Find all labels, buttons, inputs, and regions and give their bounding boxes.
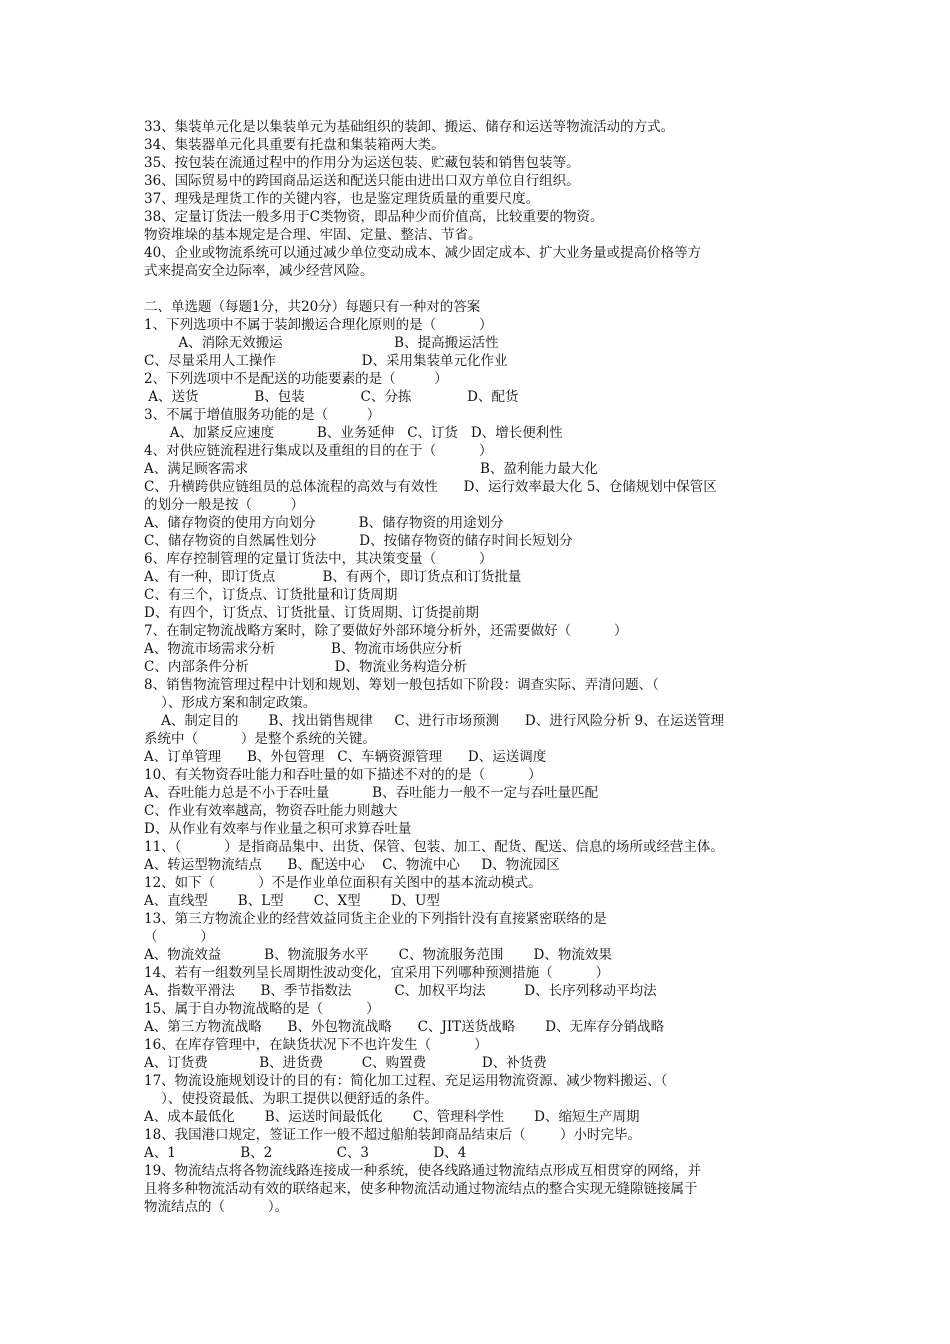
text-line: 38、定量订货法一般多用于C类物资，即品种少而价值高，比较重要的物资。 xyxy=(144,209,604,225)
text-line: A、成本最低化 B、运送时间最低化 C、管理科学性 D、缩短生产周期 xyxy=(144,1109,640,1125)
text-line: 1、下列选项中不属于装卸搬运合理化原则的是（ ） xyxy=(144,317,493,333)
text-line: 系统中（ ）是整个系统的关键。 xyxy=(144,731,376,747)
text-line: 10、有关物资吞吐能力和吞吐量的如下描述不对的的是（ ） xyxy=(144,767,542,783)
text-line: A、转运型物流结点 B、配送中心 C、物流中心 D、物流园区 xyxy=(144,857,560,873)
text-line: D、从作业有效率与作业量之积可求算吞吐量 xyxy=(144,821,412,837)
text-line: A、第三方物流战略 B、外包物流战略 C、JIT送货战略 D、无库存分销战略 xyxy=(144,1019,665,1035)
text-line: A、物流市场需求分析 B、物流市场供应分析 xyxy=(144,641,463,657)
text-line: 的划分一般是按（ ） xyxy=(144,497,305,513)
text-line: 7、在制定物流战略方案时，除了要做好外部环境分析外，还需要做好（ ） xyxy=(144,623,628,639)
text-line: A、满足顾客需求 B、盈利能力最大化 xyxy=(144,461,598,477)
text-line: 物资堆垛的基本规定是合理、牢固、定量、整洁、节省。 xyxy=(144,227,482,243)
text-line: 35、按包装在流通过程中的作用分为运送包装、贮藏包装和销售包装等。 xyxy=(144,155,580,171)
text-line: 17、物流设施规划设计的目的有：简化加工过程、充足运用物流资源、减少物料搬运、（ xyxy=(144,1073,668,1089)
text-line: 16、在库存管理中，在缺货状况下不也许发生（ ） xyxy=(144,1037,488,1053)
section-heading: 二、单选题（每题1分，共20分）每题只有一种对的答案 xyxy=(144,299,481,315)
text-line: 2、下列选项中不是配送的功能要素的是（ ） xyxy=(144,371,448,387)
text-line: A、直线型 B、L型 C、X型 D、U型 xyxy=(144,893,440,909)
text-line: C、作业有效率越高，物资吞吐能力则越大 xyxy=(144,803,398,819)
text-line: 12、如下（ ）不是作业单位面积有关图中的基本流动模式。 xyxy=(144,875,542,891)
text-line: 14、若有一组数列呈长周期性波动变化，宜采用下列哪种预测措施（ ） xyxy=(144,965,610,981)
text-line: 4、对供应链流程进行集成以及重组的目的在于（ ） xyxy=(144,443,493,459)
text-line: ）、形成方案和制定政策。 xyxy=(144,695,317,711)
text-line: C、内部条件分析 D、物流业务构造分析 xyxy=(144,659,467,675)
text-line: A、1 B、2 C、3 D、4 xyxy=(144,1145,467,1161)
text-line: 且将多种物流活动有效的联络起来，使多种物流活动通过物流结点的整合实现无缝隙链接属于 xyxy=(144,1181,698,1197)
text-line: A、加紧反应速度 B、业务延伸 C、订货 D、增长便利性 xyxy=(144,425,563,441)
text-line: A、送货 B、包装 C、分拣 D、配货 xyxy=(144,389,519,405)
text-line: C、尽量采用人工操作 D、采用集装单元化作业 xyxy=(144,353,508,369)
text-line: ）、使投资最低、为职工提供以便舒适的条件。 xyxy=(144,1091,438,1107)
text-line: A、指数平滑法 B、季节指数法 C、加权平均法 D、长序列移动平均法 xyxy=(144,983,657,999)
text-line: C、升横跨供应链组员的总体流程的高效与有效性 D、运行效率最大化 5、仓储规划中保管区 xyxy=(144,479,717,495)
text-line: A、储存物资的使用方向划分 B、储存物资的用途划分 xyxy=(144,515,504,531)
text-line: 36、国际贸易中的跨国商品运送和配送只能由进出口双方单位自行组织。 xyxy=(144,173,580,189)
text-line: 15、属于自办物流战略的是（ ） xyxy=(144,1001,380,1017)
text-line: 11、（ ）是指商品集中、出货、保管、包装、加工、配货、配送、信息的场所或经营主体。 xyxy=(144,839,724,855)
text-line: D、有四个，订货点、订货批量、订货周期、订货提前期 xyxy=(144,605,479,621)
text-line: A、消除无效搬运 B、提高搬运活性 xyxy=(144,335,499,351)
text-line: 19、物流结点将各物流线路连接成一种系统，使各线路通过物流结点形成互相贯穿的网络，并 xyxy=(144,1163,702,1179)
text-line: 33、集装单元化是以集装单元为基础组织的装卸、搬运、储存和运送等物流活动的方式。 xyxy=(144,119,675,135)
text-line: 6、库存控制管理的定量订货法中，其决策变量（ ） xyxy=(144,551,493,567)
text-line: A、订单管理 B、外包管理 C、车辆资源管理 D、运送调度 xyxy=(144,749,547,765)
text-line: A、物流效益 B、物流服务水平 C、物流服务范围 D、物流效果 xyxy=(144,947,612,963)
text-line: （ ） xyxy=(144,929,214,945)
text-line: 40、企业或物流系统可以通过减少单位变动成本、减少固定成本、扩大业务量或提高价格等方 xyxy=(144,245,702,261)
text-line: 34、集装器单元化具重要有托盘和集装箱两大类。 xyxy=(144,137,445,153)
text-line: 式来提高安全边际率，减少经营风险。 xyxy=(144,263,374,279)
text-line: 37、理残是理货工作的关键内容，也是鉴定理货质量的重要尺度。 xyxy=(144,191,540,207)
text-line: A、制定目的 B、找出销售规律 C、进行市场预测 D、进行风险分析 9、在运送管理 xyxy=(144,713,725,729)
text-line: A、订货费 B、进货费 C、购置费 D、补货费 xyxy=(144,1055,547,1071)
text-line: 3、不属于增值服务功能的是（ ） xyxy=(144,407,381,423)
text-line: 13、第三方物流企业的经营效益同货主企业的下列指针没有直接紧密联络的是 xyxy=(144,911,607,927)
text-line: A、有一种，即订货点 B、有两个，即订货点和订货批量 xyxy=(144,569,522,585)
text-line: A、吞吐能力总是不小于吞吐量 B、吞吐能力一般不一定与吞吐量匹配 xyxy=(144,785,599,801)
text-line: 18、我国港口规定，签证工作一般不超过船舶装卸商品结束后（ ）小时完毕。 xyxy=(144,1127,642,1143)
text-line: C、储存物资的自然属性划分 D、按储存物资的储存时间长短划分 xyxy=(144,533,573,549)
text-line: 物流结点的（ ）。 xyxy=(144,1199,289,1215)
text-line: 8、销售物流管理过程中计划和规划、筹划一般包括如下阶段：调查实际、弄清问题、（ xyxy=(144,677,659,693)
text-line: C、有三个，订货点、订货批量和订货周期 xyxy=(144,587,398,603)
